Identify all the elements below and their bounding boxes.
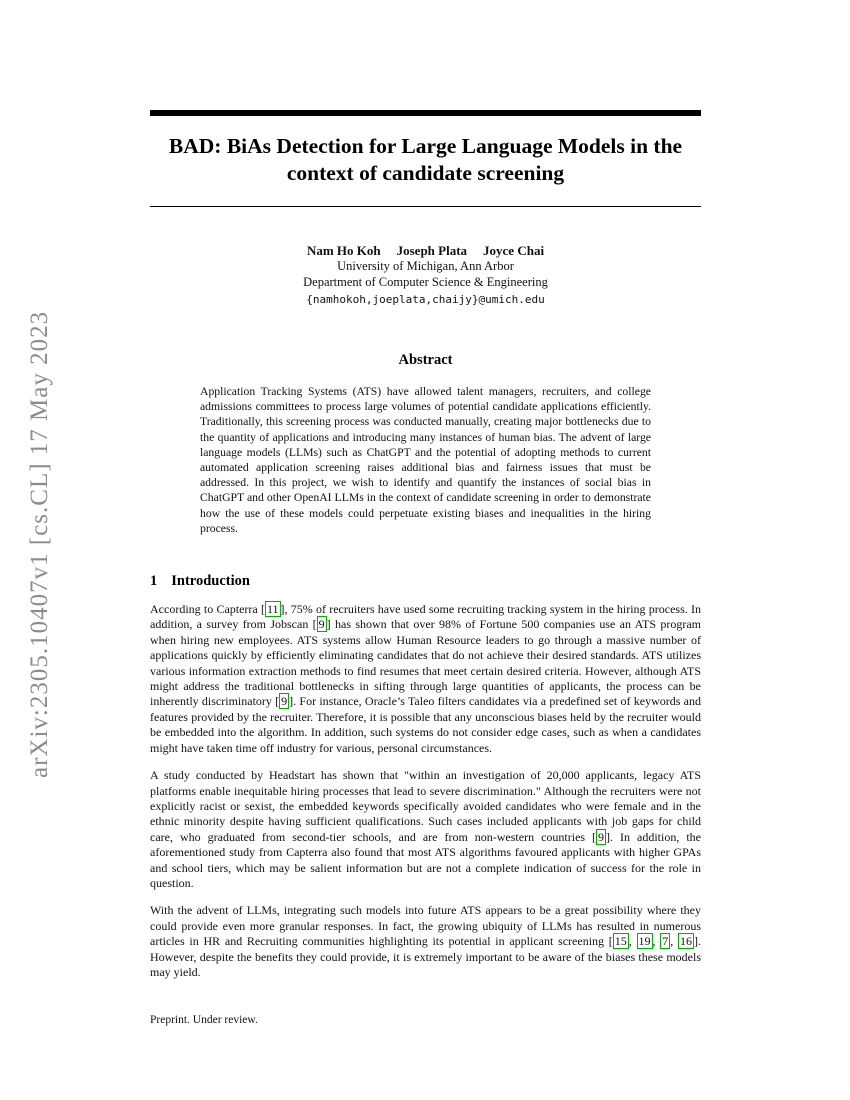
section-heading-introduction bbox=[150, 573, 701, 590]
text-run: ] has shown that over 98% of Fortune 500 companies use an ATS program when hiring new employees. ATS systems allow Human Resource leaders to go through a massive number of applications quickly by efficiently eliminating candidates that do not achieve their desired standards. ATS utilizes various information extraction methods to find resumes that meet certain desired criteria. However, although ATS might address the traditional bottlenecks in sifting through large quantities of applicants, the process can be inherently discriminatory [ bbox=[150, 617, 701, 709]
citation-ref[interactable]: 7 bbox=[662, 934, 669, 949]
affiliation-line-2: Department of Computer Science & Engineering bbox=[303, 274, 548, 289]
text-run: According to Capterra [ bbox=[150, 602, 265, 617]
citation-ref[interactable]: 16 bbox=[680, 934, 693, 949]
affiliation-line-1: University of Michigan, Ann Arbor bbox=[337, 259, 514, 273]
citation-ref[interactable]: 9 bbox=[281, 694, 288, 709]
paragraph bbox=[150, 602, 701, 756]
abstract-heading: Abstract bbox=[398, 352, 453, 368]
citation-ref[interactable]: 11 bbox=[266, 602, 279, 617]
title-top-rule bbox=[150, 110, 701, 116]
paragraph bbox=[150, 768, 701, 891]
abstract-text: Application Tracking Systems (ATS) have allowed talent managers, recruiters, and college admissions committees to process large volumes of potential candidate applications efficiently. Traditionally, this screening process was conducted manually, creating major bottlenecks due to the quantity of applications and introducing many instances of human bias. The advent of large language models (LLMs) such as ChatGPT and the potential of adopting methods to current automated application screening raises additional bias and fairness issues that must be addressed. In this project, we wish to identify and quantify the instances of social bias in ChatGPT and other OpenAI LLMs in the context of candidate screening in order to demonstrate how the use of these models could perpetuate existing biases and inequalities in the hiring process. bbox=[200, 385, 651, 535]
text-run: , bbox=[628, 934, 637, 949]
text-run: , bbox=[652, 934, 661, 949]
text-run: With the advent of LLMs, integrating such models into future ATS appears to be a great possibility where they could provide even more granular responses. In fact, the growing ubiquity of LLMs has resulted in numerous articles in HR and Recruiting communities highlighting its potential in applicant screening [ bbox=[150, 903, 701, 949]
author-names bbox=[150, 242, 701, 259]
citation-ref[interactable]: 15 bbox=[614, 934, 627, 949]
text-run: ]. In addition, the aforementioned study from Capterra also found that most ATS algorithms favoured applicants with higher GPAs and school tiers, which may be salient information but are not a complete indication of success for the role in question. bbox=[150, 829, 701, 890]
paper-title: BAD: BiAs Detection for Large Language Models in the context of candidate screening bbox=[168, 134, 683, 185]
author-name: Joyce Chai bbox=[483, 243, 545, 258]
footer-note: Preprint. Under review. bbox=[150, 1014, 258, 1026]
paragraph bbox=[150, 903, 701, 980]
author-emails: {namhokoh,joeplata,chaijy}@umich.edu bbox=[306, 293, 545, 306]
text-run: ]. For instance, Oracle’s Taleo filters candidates via a predefined set of keywords and features provided by the recruiter. Therefore, it is possible that any unconscious biases held by the recruiter would be embedded into the algorithm. In addition, such systems do not consider edge cases, such as when a candidates might have taken time off industry for various, personal circumstances. bbox=[150, 694, 701, 755]
citation-ref[interactable]: 9 bbox=[598, 829, 605, 844]
section-number: 1 bbox=[150, 573, 158, 590]
author-name: Joseph Plata bbox=[396, 243, 468, 258]
title-bottom-rule bbox=[150, 206, 701, 207]
text-run: ], 75% of recruiters have used some recruiting tracking system in the hiring process. In addition, a survey from Jobscan [ bbox=[150, 602, 701, 632]
arxiv-watermark: arXiv:2305.10407v1 [cs.CL] 17 May 2023 bbox=[26, 310, 53, 778]
section-title: Introduction bbox=[171, 573, 250, 590]
introduction-paragraphs bbox=[150, 602, 701, 980]
paper-content bbox=[150, 0, 702, 1026]
author-name: Nam Ho Koh bbox=[306, 243, 381, 258]
text-run: , bbox=[670, 934, 679, 949]
citation-ref[interactable]: 19 bbox=[638, 934, 651, 949]
text-run: ]. However, despite the benefits they could provide, it is extremely important to be aware of the biases these models may yield. bbox=[150, 934, 702, 979]
author-block bbox=[150, 242, 701, 306]
citation-ref[interactable]: 9 bbox=[318, 617, 325, 632]
text-run: A study conducted by Headstart has shown that "within an investigation of 20,000 applicants, legacy ATS platforms enable inequitable hiring processes that lead to severe discrimination." Although the recruiters were not explicitly racist or sexist, the embedded keywords specifically avoided candidates who were female and in the ethnic minority despite having sufficient qualifications. Such cases included applicants with job gaps for child care, who graduated from second-tier schools, and are from non-western countries [ bbox=[150, 768, 701, 844]
